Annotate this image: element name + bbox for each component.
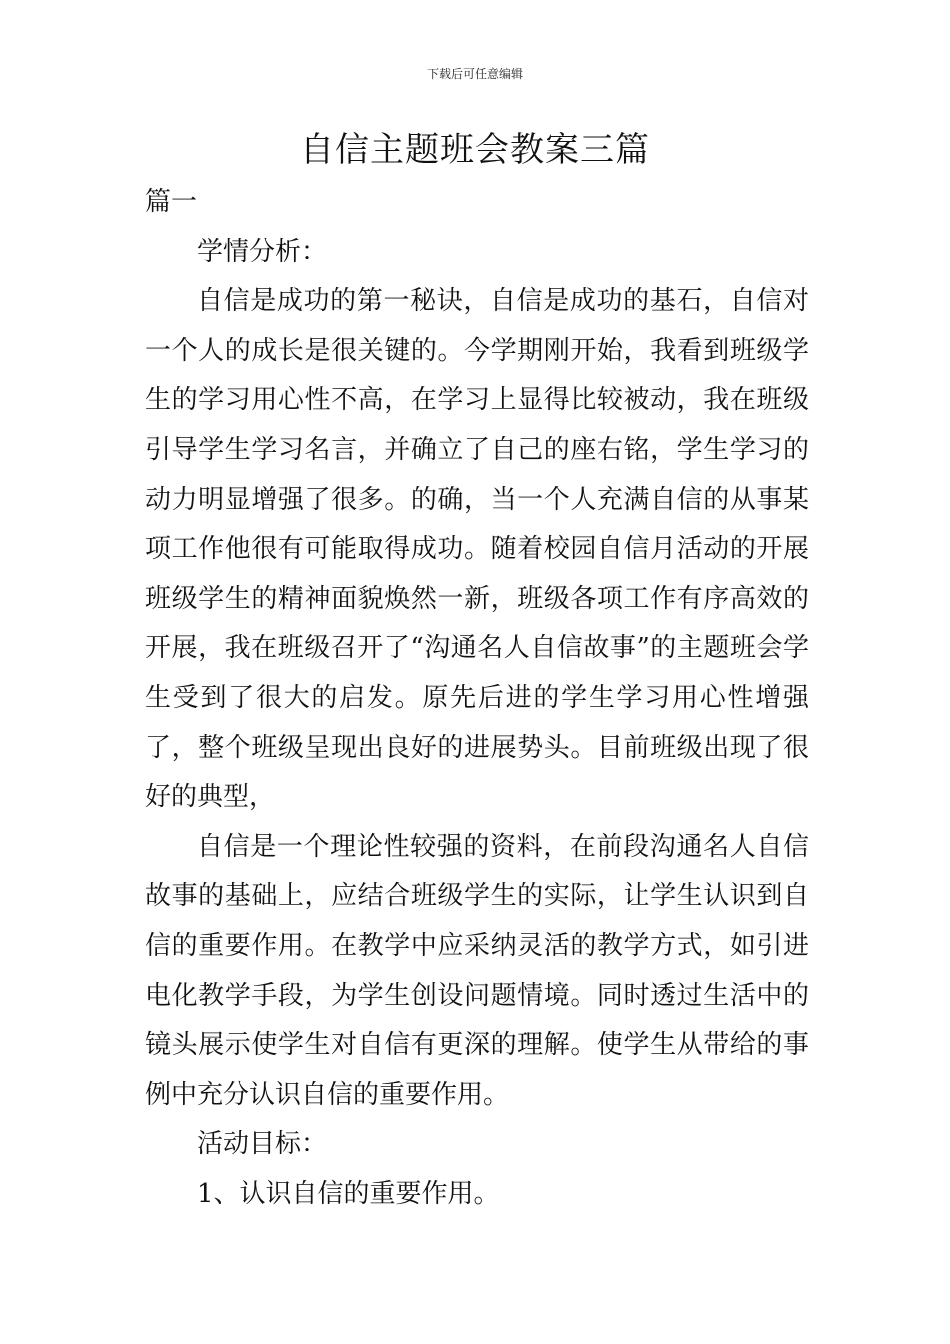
header-note: 下载后可任意编辑: [426, 67, 523, 81]
document-body: [145, 178, 809, 1219]
heading-analysis: 学情分析：: [197, 236, 328, 267]
paragraph-analysis-2: 自信是一个理论性较强的资料，在前段沟通名人自信故事的基础上，应结合班级学生的实际，让学生认识到自信的重要作用。在教学中应采纳灵活的教学方式，如引进电化教学手段，为学生创设问题情境。同时透过生活中的镜头展示使学生对自信有更深的理解。使学生从带给的事例中充分认识自信的重要作用。: [145, 831, 809, 1110]
paragraph-analysis-1: 自信是成功的第一秘诀，自信是成功的基石，自信对一个人的成长是很关键的。今学期刚开始，我看到班级学生的学习用心性不高，在学习上显得比较被动，我在班级引导学生学习名言，并确立了自己的座右铭，学生学习的动力明显增强了很多。的确，当一个人充满自信的从事某项工作他很有可能取得成功。随着校园自信月活动的开展班级学生的精神面貌焕然一新，班级各项工作有序高效的开展，我在班级召开了“沟通名人自信故事”的主题班会学生受到了很大的启发。原先后进的学生学习用心性增强了，整个班级呈现出良好的进展势头。目前班级出现了很好的典型，: [145, 286, 809, 813]
document-title: 自信主题班会教案三篇: [300, 130, 650, 170]
goal-item-1: 1、认识自信的重要作用。: [197, 1178, 500, 1209]
heading-goals: 活动目标：: [197, 1129, 328, 1160]
section-label: 篇一: [145, 187, 198, 217]
